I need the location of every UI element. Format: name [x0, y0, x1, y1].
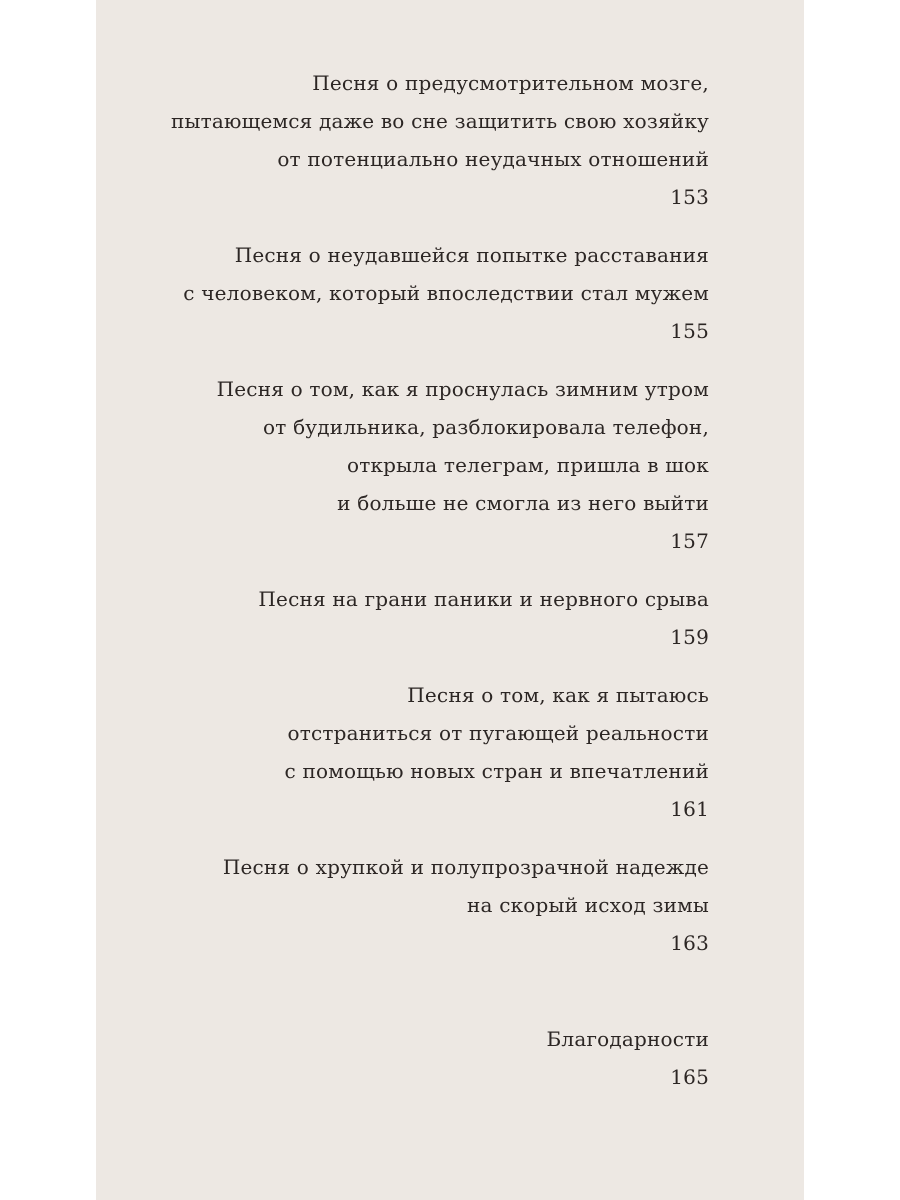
spacer [149, 216, 709, 236]
toc-entry-title-line: с помощью новых стран и впечатлений [284, 759, 709, 783]
toc-entry-title-line: Песня о неудавшейся попытке расставания [234, 243, 709, 267]
toc-entry-title-line: с человеком, который впоследствии стал мужем [183, 281, 709, 305]
toc-page-number: 157 [670, 529, 709, 553]
toc-entry-title-line: от будильника, разблокировала телефон, [263, 415, 709, 439]
toc-entry-4 [149, 580, 709, 656]
toc-page-number: 163 [670, 931, 709, 955]
toc-entry-title-line: открыла телеграм, пришла в шок [346, 453, 709, 477]
toc-entry-title-line: отстраниться от пугающей реальности [287, 721, 709, 745]
toc-entry-1 [149, 64, 709, 216]
table-of-contents [149, 64, 709, 1096]
toc-entry-title-line: Песня на грани паники и нервного срыва [258, 587, 709, 611]
toc-entry-title-line: на скорый исход зимы [467, 893, 709, 917]
toc-entry-title-line: Песня о хрупкой и полупрозрачной надежде [222, 855, 709, 879]
toc-entry-title-line: пытающемся даже во сне защитить свою хозяйку [171, 109, 709, 133]
spacer [149, 962, 709, 1020]
spacer [149, 656, 709, 676]
toc-entry-title-line: Песня о том, как я проснулась зимним утром [216, 377, 709, 401]
toc-entry-acknowledgements [149, 1020, 709, 1096]
toc-entry-3 [149, 370, 709, 560]
toc-page-number: 159 [670, 625, 709, 649]
toc-entry-5 [149, 676, 709, 828]
spacer [149, 350, 709, 370]
toc-entry-title-line: Песня о том, как я пытаюсь [407, 683, 709, 707]
toc-entry-title-line: Благодарности [546, 1027, 709, 1051]
toc-page-number: 165 [670, 1065, 709, 1089]
toc-entry-title-line: и больше не смогла из него выйти [337, 491, 709, 515]
toc-entry-title-line: Песня о предусмотрительном мозге, [312, 71, 709, 95]
toc-page-number: 153 [670, 185, 709, 209]
spacer [149, 560, 709, 580]
book-page [96, 0, 804, 1200]
spacer [149, 828, 709, 848]
toc-page-number: 161 [670, 797, 709, 821]
toc-entry-2 [149, 236, 709, 350]
toc-entry-6 [149, 848, 709, 962]
toc-page-number: 155 [670, 319, 709, 343]
toc-entry-title-line: от потенциально неудачных отношений [277, 147, 709, 171]
